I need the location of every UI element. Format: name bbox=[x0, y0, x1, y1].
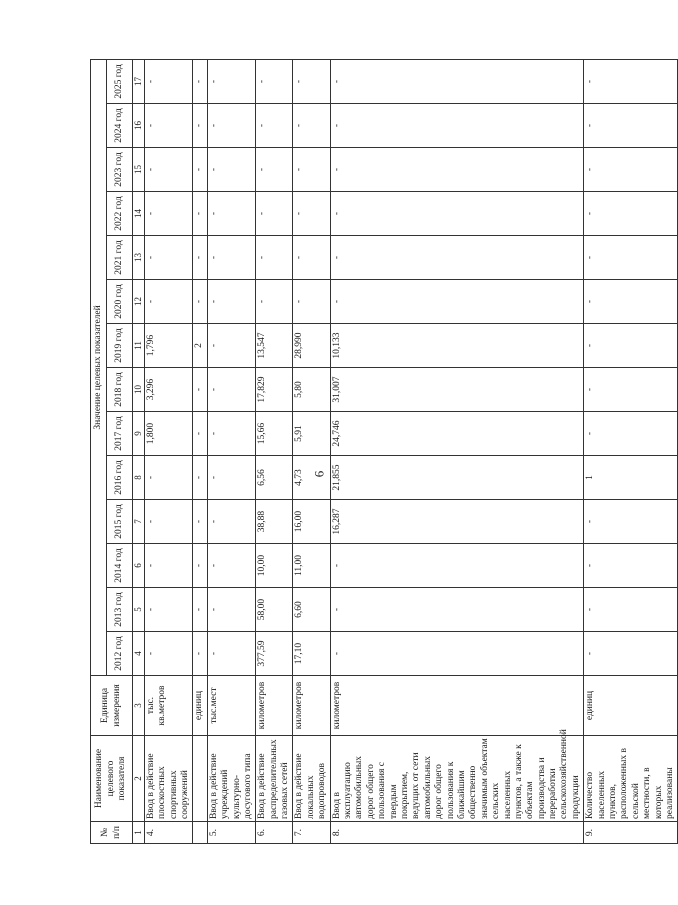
column-number: 3 bbox=[133, 676, 145, 736]
value-cell: - bbox=[330, 104, 584, 148]
value-cell: - bbox=[256, 148, 293, 192]
value-cell: 4,73 bbox=[293, 456, 330, 500]
header-year: 2014 год bbox=[107, 544, 133, 588]
table-row bbox=[330, 59, 584, 843]
value-cell: 24,746 bbox=[330, 412, 584, 456]
column-number: 1 bbox=[133, 822, 145, 844]
value-cell: - bbox=[144, 588, 193, 632]
value-cell: - bbox=[144, 456, 193, 500]
header-year: 2023 год bbox=[107, 148, 133, 192]
value-cell: - bbox=[193, 544, 207, 588]
value-cell: - bbox=[193, 236, 207, 280]
value-cell: 15,66 bbox=[256, 412, 293, 456]
value-cell: 1 bbox=[584, 456, 678, 500]
column-number: 8 bbox=[133, 456, 145, 500]
column-number: 15 bbox=[133, 148, 145, 192]
unit: тыс.мест bbox=[207, 676, 256, 736]
row-number: 9. bbox=[584, 822, 678, 844]
header-year: 2013 год bbox=[107, 588, 133, 632]
value-cell: - bbox=[193, 368, 207, 412]
value-cell: - bbox=[193, 632, 207, 676]
value-cell: - bbox=[584, 236, 678, 280]
value-cell: 6,60 bbox=[293, 588, 330, 632]
table-row bbox=[144, 59, 193, 843]
row-number: 8. bbox=[330, 822, 584, 844]
header-year: 2020 год bbox=[107, 280, 133, 324]
value-cell: - bbox=[330, 59, 584, 103]
column-number: 14 bbox=[133, 192, 145, 236]
value-cell: - bbox=[144, 192, 193, 236]
value-cell: - bbox=[256, 59, 293, 103]
value-cell: 377,59 bbox=[256, 632, 293, 676]
value-cell: 1,800 bbox=[144, 412, 193, 456]
row-number: 4. bbox=[144, 822, 193, 844]
indicator-name: Ввод в действие учреждений культурно-досугового типа bbox=[207, 736, 256, 822]
column-number: 4 bbox=[133, 632, 145, 676]
value-cell: - bbox=[330, 588, 584, 632]
value-cell: - bbox=[293, 148, 330, 192]
unit: километров bbox=[330, 676, 584, 736]
value-cell: - bbox=[293, 192, 330, 236]
value-cell: 17,10 bbox=[293, 632, 330, 676]
value-cell: - bbox=[584, 59, 678, 103]
column-number: 13 bbox=[133, 236, 145, 280]
value-cell: - bbox=[207, 104, 256, 148]
row-number bbox=[193, 822, 207, 844]
column-number: 9 bbox=[133, 412, 145, 456]
header-year: 2024 год bbox=[107, 104, 133, 148]
value-cell: - bbox=[207, 148, 256, 192]
value-cell: 21,855 bbox=[330, 456, 584, 500]
value-cell: - bbox=[256, 104, 293, 148]
column-number: 16 bbox=[133, 104, 145, 148]
row-number: 5. bbox=[207, 822, 256, 844]
row-number: 7. bbox=[293, 822, 330, 844]
rotated-table-container bbox=[90, 64, 675, 844]
value-cell: - bbox=[193, 280, 207, 324]
value-cell: - bbox=[584, 104, 678, 148]
value-cell: 13,547 bbox=[256, 324, 293, 368]
header-year: 2012 год bbox=[107, 632, 133, 676]
value-cell: - bbox=[256, 192, 293, 236]
value-cell: 16,287 bbox=[330, 500, 584, 544]
value-cell: - bbox=[584, 148, 678, 192]
table-row bbox=[584, 59, 678, 843]
value-cell: - bbox=[293, 59, 330, 103]
value-cell: - bbox=[207, 280, 256, 324]
value-cell: - bbox=[144, 148, 193, 192]
column-number: 11 bbox=[133, 324, 145, 368]
header-year: 2019 год bbox=[107, 324, 133, 368]
header-year: 2016 год bbox=[107, 456, 133, 500]
value-cell: - bbox=[584, 500, 678, 544]
indicator-name: Ввод в действие распределительных газовых сетей bbox=[256, 736, 293, 822]
value-cell: - bbox=[193, 192, 207, 236]
indicator-name: Ввод в действие плоскостных спортивных сооружений bbox=[144, 736, 193, 822]
column-number: 10 bbox=[133, 368, 145, 412]
unit: километров bbox=[256, 676, 293, 736]
header-year: 2015 год bbox=[107, 500, 133, 544]
value-cell: - bbox=[330, 280, 584, 324]
table-row bbox=[256, 59, 293, 843]
value-cell: - bbox=[193, 412, 207, 456]
value-cell: 2 bbox=[193, 324, 207, 368]
value-cell: - bbox=[207, 588, 256, 632]
column-numbers-row bbox=[133, 59, 145, 843]
value-cell: - bbox=[144, 500, 193, 544]
column-number: 5 bbox=[133, 588, 145, 632]
value-cell: - bbox=[584, 192, 678, 236]
value-cell: - bbox=[193, 588, 207, 632]
value-cell: - bbox=[144, 104, 193, 148]
header-name: Наименование целевого показателя bbox=[91, 736, 133, 822]
unit: километров bbox=[293, 676, 330, 736]
page-number: 6 bbox=[311, 470, 327, 478]
value-cell: 5,91 bbox=[293, 412, 330, 456]
header-year: 2018 год bbox=[107, 368, 133, 412]
value-cell: - bbox=[193, 456, 207, 500]
unit: тыс. кв.метров bbox=[144, 676, 193, 736]
value-cell: - bbox=[207, 59, 256, 103]
value-cell: - bbox=[144, 59, 193, 103]
column-number: 12 bbox=[133, 280, 145, 324]
target-indicators-table bbox=[90, 59, 678, 844]
value-cell: 6,56 bbox=[256, 456, 293, 500]
table-row bbox=[207, 59, 256, 843]
value-cell: - bbox=[584, 280, 678, 324]
value-cell: - bbox=[330, 544, 584, 588]
value-cell: - bbox=[193, 104, 207, 148]
value-cell: 3,296 bbox=[144, 368, 193, 412]
value-cell: 10,00 bbox=[256, 544, 293, 588]
value-cell: - bbox=[207, 632, 256, 676]
value-cell: 10,133 bbox=[330, 324, 584, 368]
value-cell: - bbox=[207, 412, 256, 456]
value-cell: - bbox=[584, 412, 678, 456]
column-number: 17 bbox=[133, 59, 145, 103]
value-cell: 16,00 bbox=[293, 500, 330, 544]
value-cell: - bbox=[293, 104, 330, 148]
value-cell: - bbox=[584, 632, 678, 676]
header-year: 2017 год bbox=[107, 412, 133, 456]
value-cell: 38,88 bbox=[256, 500, 293, 544]
value-cell: - bbox=[330, 148, 584, 192]
table-body bbox=[144, 59, 678, 843]
value-cell: - bbox=[207, 544, 256, 588]
unit: единиц bbox=[584, 676, 678, 736]
value-cell: 28,990 bbox=[293, 324, 330, 368]
column-number: 2 bbox=[133, 736, 145, 822]
header-num: № п/п bbox=[91, 822, 133, 844]
unit: единиц bbox=[193, 676, 207, 736]
value-cell: - bbox=[584, 544, 678, 588]
value-cell: - bbox=[330, 632, 584, 676]
value-cell: 11,00 bbox=[293, 544, 330, 588]
value-cell: - bbox=[193, 500, 207, 544]
value-cell: - bbox=[584, 368, 678, 412]
value-cell: - bbox=[584, 588, 678, 632]
indicator-name bbox=[193, 736, 207, 822]
value-cell: - bbox=[207, 456, 256, 500]
column-number: 6 bbox=[133, 544, 145, 588]
value-cell: - bbox=[193, 148, 207, 192]
value-cell: - bbox=[207, 500, 256, 544]
column-number: 7 bbox=[133, 500, 145, 544]
value-cell: - bbox=[330, 236, 584, 280]
value-cell: 5,80 bbox=[293, 368, 330, 412]
value-cell: - bbox=[330, 192, 584, 236]
value-cell: 1,796 bbox=[144, 324, 193, 368]
value-cell: - bbox=[207, 236, 256, 280]
value-cell: - bbox=[144, 544, 193, 588]
value-cell: - bbox=[144, 280, 193, 324]
value-cell: - bbox=[144, 632, 193, 676]
value-cell: 31,007 bbox=[330, 368, 584, 412]
value-cell: - bbox=[207, 324, 256, 368]
value-cell: - bbox=[256, 236, 293, 280]
header-unit: Единица измерения bbox=[91, 676, 133, 736]
header-year: 2025 год bbox=[107, 59, 133, 103]
value-cell: - bbox=[293, 280, 330, 324]
value-cell: 58,00 bbox=[256, 588, 293, 632]
value-cell: 17,829 bbox=[256, 368, 293, 412]
value-cell: - bbox=[256, 280, 293, 324]
header-values-group: Значение целевых показателей bbox=[91, 59, 107, 675]
value-cell: - bbox=[193, 59, 207, 103]
value-cell: - bbox=[144, 236, 193, 280]
value-cell: - bbox=[207, 368, 256, 412]
table-row bbox=[293, 59, 330, 843]
table-row bbox=[193, 59, 207, 843]
indicator-name: Количество населенных пунктов, расположенных в сельской местности, в которых реализованы bbox=[584, 736, 678, 822]
value-cell: - bbox=[584, 324, 678, 368]
row-number: 6. bbox=[256, 822, 293, 844]
indicator-name: Ввод в эксплуатацию автомобильных дорог общего пользования с твердым покрытием, ведущих от сети автомобильных дорог общего пользования к ближайшим общественно значимым объектам сельских населенных пунктов, а также к объектам производства и переработки сельскохозяйственной продукции bbox=[330, 736, 584, 822]
value-cell: - bbox=[293, 236, 330, 280]
header-year: 2021 год bbox=[107, 236, 133, 280]
indicator-name: Ввод в действие локальных водопроводов bbox=[293, 736, 330, 822]
value-cell: - bbox=[207, 192, 256, 236]
header-year: 2022 год bbox=[107, 192, 133, 236]
